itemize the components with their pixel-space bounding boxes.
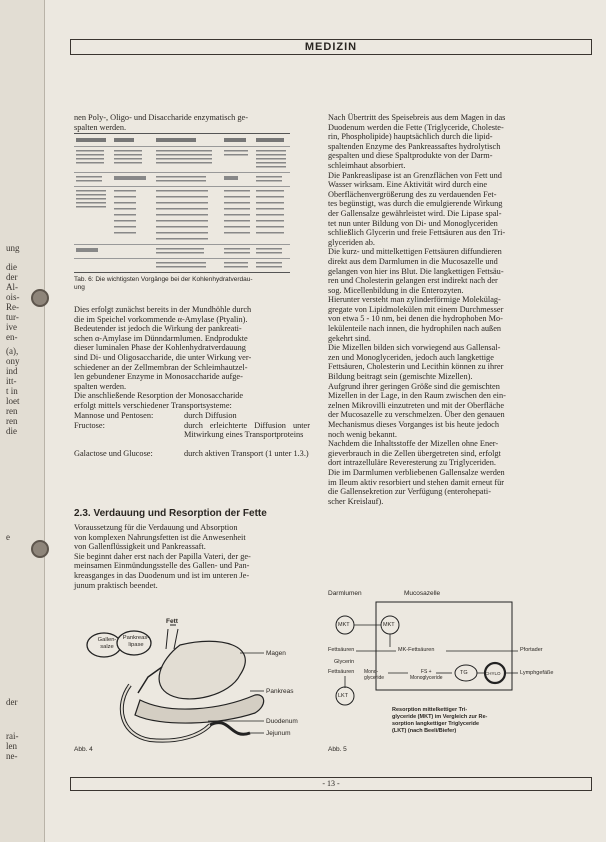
label-glycerin: Glycerin	[334, 659, 355, 665]
table-header-cell	[76, 138, 106, 142]
margin-fragment: itt-	[6, 376, 17, 386]
label-duodenum: Duodenum	[266, 718, 298, 725]
margin-fragment: Al-	[6, 282, 18, 292]
margin-fragment: e	[6, 532, 10, 542]
adjacent-page-edge	[0, 0, 45, 842]
margin-fragment: rai-	[6, 731, 19, 741]
table-cell	[76, 176, 102, 184]
header-title: MEDIZIN	[304, 41, 358, 53]
left-paragraph-1: Dies erfolgt zunächst bereits in der Mundhöhle durch die im Speichel vorkommende α-Amylase (Ptyalin). Bedeutender ist jedoch die Wirkung der pankreati- schen α-Amylase im Dünndarmlumen. Endprodukte dieser luminalen Phase der Kohlenhydratverdauung sind Di- und Oligosaccharide, die unter Wirkung ver- schiedener an der Zellmembran der Schleimhautzel- len gebundener Enzyme in Monosaccharide aufge- spalten werden. Die anschließende Resorption der Monosaccharide erfolgt mittels verschiedener Transportsysteme:	[74, 305, 252, 410]
stomach-shape	[159, 641, 245, 699]
label-magen: Magen	[266, 650, 286, 657]
label-pankreas: Pankreas	[266, 688, 294, 695]
table-cell	[114, 176, 146, 180]
label-monoglyceride: Mono- glyceride	[364, 669, 385, 681]
label-darmlumen: Darmlumen	[328, 590, 362, 597]
table-cell	[156, 262, 206, 268]
arrow-line	[174, 629, 178, 649]
arrow-line	[166, 629, 168, 649]
label-pankreaslipase: Pankreas- lipase	[122, 635, 150, 648]
left-paragraph-2: Voraussetzung für die Verdauung und Absorption von komplexen Nahrungsfetten ist die Anwesenheit von Gallenflüssigkeit und Pankreassaft. Sie beginnt daher erst nach der Papilla Vateri, der ge- meinsamen Einmündungsstelle des Gallen- und Pan- kreasganges in das Duodenum und ist im unteren Je- junum praktisch beendet.	[74, 523, 251, 590]
intro-text: nen Poly-, Oligo- und Disaccharide enzymatisch ge- spalten werden.	[74, 113, 248, 132]
transport-row: Mannose und Pentosen: durch Diffusion	[74, 411, 237, 420]
label-lymphgefaesse: Lymphgefäße	[520, 670, 554, 676]
table-header-cell	[256, 138, 284, 142]
margin-fragment: loet	[6, 396, 20, 406]
table-caption: Tab. 6: Die wichtigsten Vorgänge bei der Kohlenhydratverdau- ung	[74, 276, 253, 291]
label-lkt: LKT	[338, 693, 349, 699]
table-cell	[114, 150, 142, 166]
table-cell	[256, 176, 282, 184]
punch-hole	[31, 540, 49, 558]
table-rule	[74, 244, 290, 245]
margin-fragment: len	[6, 741, 17, 751]
label-gallensalze: Gallen- salze	[97, 637, 117, 650]
table-cell	[156, 248, 204, 256]
page-header	[70, 39, 592, 55]
margin-fragment: ois-	[6, 292, 20, 302]
table-cell	[224, 262, 248, 268]
table-rule	[74, 146, 290, 147]
margin-fragment: ive	[6, 322, 17, 332]
table-cell	[76, 150, 104, 166]
label-mucosazelle: Mucosazelle	[404, 590, 441, 597]
table-rule	[74, 258, 290, 259]
table-cell	[114, 190, 136, 238]
transport-row: Fructose: durch erleichterte Diffusion unter Mitwirkung eines Transportproteins	[74, 420, 310, 440]
table-cell	[224, 176, 238, 180]
page-number: - 13 -	[322, 779, 340, 788]
table-header-cell	[224, 138, 246, 142]
margin-fragment: ony	[6, 356, 20, 366]
margin-fragment: ind	[6, 366, 18, 376]
margin-fragment: Re-	[6, 302, 19, 312]
figure-4-label: Abb. 4	[74, 746, 93, 753]
table-cell	[256, 150, 286, 168]
table-cell	[224, 190, 250, 238]
label-mk-fettsaeuren: MK-Fettsäuren	[398, 647, 435, 653]
table-header-cell	[114, 138, 134, 142]
margin-fragment: die	[6, 262, 17, 272]
table-cell	[224, 248, 250, 256]
table-cell	[156, 190, 208, 240]
label-tg: TG	[460, 670, 468, 676]
digestion-table	[74, 133, 290, 273]
right-column-text: Nach Übertritt des Speisebreis aus dem Magen in das Duodenum werden die Fette (Triglyceride, Choleste- rin, Phospholipide) hauptsächlich durch die lipid- spaltenden Enzyme des Pankreassaftes hydrolytisch gespalten und diese Spaltprodukte von der Darm- schleimhaut absorbiert. Die Pankreaslipase ist an Grenzflächen von Fett und Wasser wirksam. Eine Aktivität wird durch eine Oberflächenvergrößerung des zu verdauenden Fet- tes begünstigt, was durch die emulgierende Wirkung der Gallensalze gewährleistet wird. Die Lipase spal- tet nun unter Bildung von Di- und Monoglyceriden schließlich Glycerin und freie Fettsäuren aus den Tri- glyceriden ab. Die kurz- und mittelkettigen Fettsäuren diffundieren direkt aus dem Darmlumen in die Mucosazelle und gelangen von hier ins Blut. Die langkettigen Fettsäu- ren und Cholesterin gelangen erst indirekt nach der sog. Micellenbildung in die Enterozyten. Hierunter versteht man zylinderförmige Molekülag- gregate von Lipidmolekülen mit einem Durchmesser von etwa 5 - 10 nm, bei denen die hydrophoben Mo- lekülenteile nach innen, die hydrophilen nach außen gekehrt sind. Die Mizellen bilden sich vorwiegend aus Gallensal- zen und Monoglyceriden, jedoch auch langkettige Fettsäuren, Cholesterin und Lecithin können zu ihrer Bildung beitragt sein (gemischte Mizellen). Aufgrund ihrer geringen Größe sind die gemischten Mizellen in der Lage, in den Raum zwischen den ein- zelnen Mikrovilli einzutreten und mit der Oberfläche der Mucosazelle zu verschmelzen. Über den genauen Mechanismus dieses Vorganges ist bis heute jedoch noch wenig bekannt. Nachdem die Inhaltsstoffe der Mizellen ohne Ener- gieverbrauch in die Zellen übergetreten sind, erfolgt dort intrazelluläre Reveresterung zu Triglyceriden. Die im Darmlumen verbliebenen Gallensalze werden im Ileum aktiv resorbiert und stehen damit erneut für die Gallensekretion zur Verfügung (enterohepati- scher Kreislauf).	[328, 113, 506, 506]
table-cell	[224, 150, 248, 158]
label-mkt-lumen: MKT	[338, 622, 350, 628]
margin-fragment: ren	[6, 416, 18, 426]
table-cell	[156, 150, 212, 166]
margin-fragment: ne-	[6, 751, 18, 761]
label-fettsaeuren-1: Fettsäuren	[328, 647, 355, 653]
label-fettsaeuren-2: Fettsäuren	[328, 669, 355, 675]
jejunum-shape	[210, 723, 250, 735]
margin-fragment: ren	[6, 406, 18, 416]
table-rule	[74, 172, 290, 173]
pancreas-shape	[135, 695, 264, 723]
figure-5-caption: Resorption mittelkettiger Tri- glyceride (MKT) im Vergleich zur Re- sorption langkettiger Triglyceride (LKT) (nach Beeli/Biefer)	[392, 707, 488, 734]
table-cell	[256, 248, 282, 256]
label-fs-monoglyceride: FS + Monoglyceride	[410, 669, 443, 681]
section-heading: 2.3. Verdauung und Resorption der Fette	[74, 508, 267, 519]
table-cell	[76, 190, 106, 210]
table-rule	[74, 186, 290, 187]
label-fett: Fett	[166, 618, 178, 625]
label-chylo: CHYLO	[485, 671, 501, 676]
transport-list	[74, 411, 310, 469]
table-header-cell	[156, 138, 196, 142]
figure-5-label: Abb. 5	[328, 746, 347, 753]
mucosa-cell-box	[376, 602, 512, 690]
margin-fragment: der	[6, 697, 18, 707]
page-footer	[70, 777, 592, 791]
table-cell	[256, 190, 284, 238]
margin-fragment: en-	[6, 332, 18, 342]
table-cell	[256, 262, 282, 268]
label-jejunum: Jejunum	[266, 730, 291, 737]
margin-fragment: tur-	[6, 312, 19, 322]
label-pfortader: Pfortader	[520, 647, 543, 653]
bile-duct	[138, 667, 162, 693]
margin-fragment: der	[6, 272, 18, 282]
margin-fragment: t in	[6, 386, 18, 396]
punch-hole	[31, 289, 49, 307]
margin-fragment: ung	[6, 243, 20, 253]
transport-row: Galactose und Glucose: durch aktiven Transport (1 unter 1.3.)	[74, 449, 309, 459]
table-cell	[76, 248, 98, 252]
table-cell	[156, 176, 206, 184]
figure-5-diagram	[328, 592, 588, 707]
label-mkt-cell: MKT	[383, 622, 395, 628]
margin-fragment: die	[6, 426, 17, 436]
margin-fragment: (a),	[6, 346, 19, 356]
